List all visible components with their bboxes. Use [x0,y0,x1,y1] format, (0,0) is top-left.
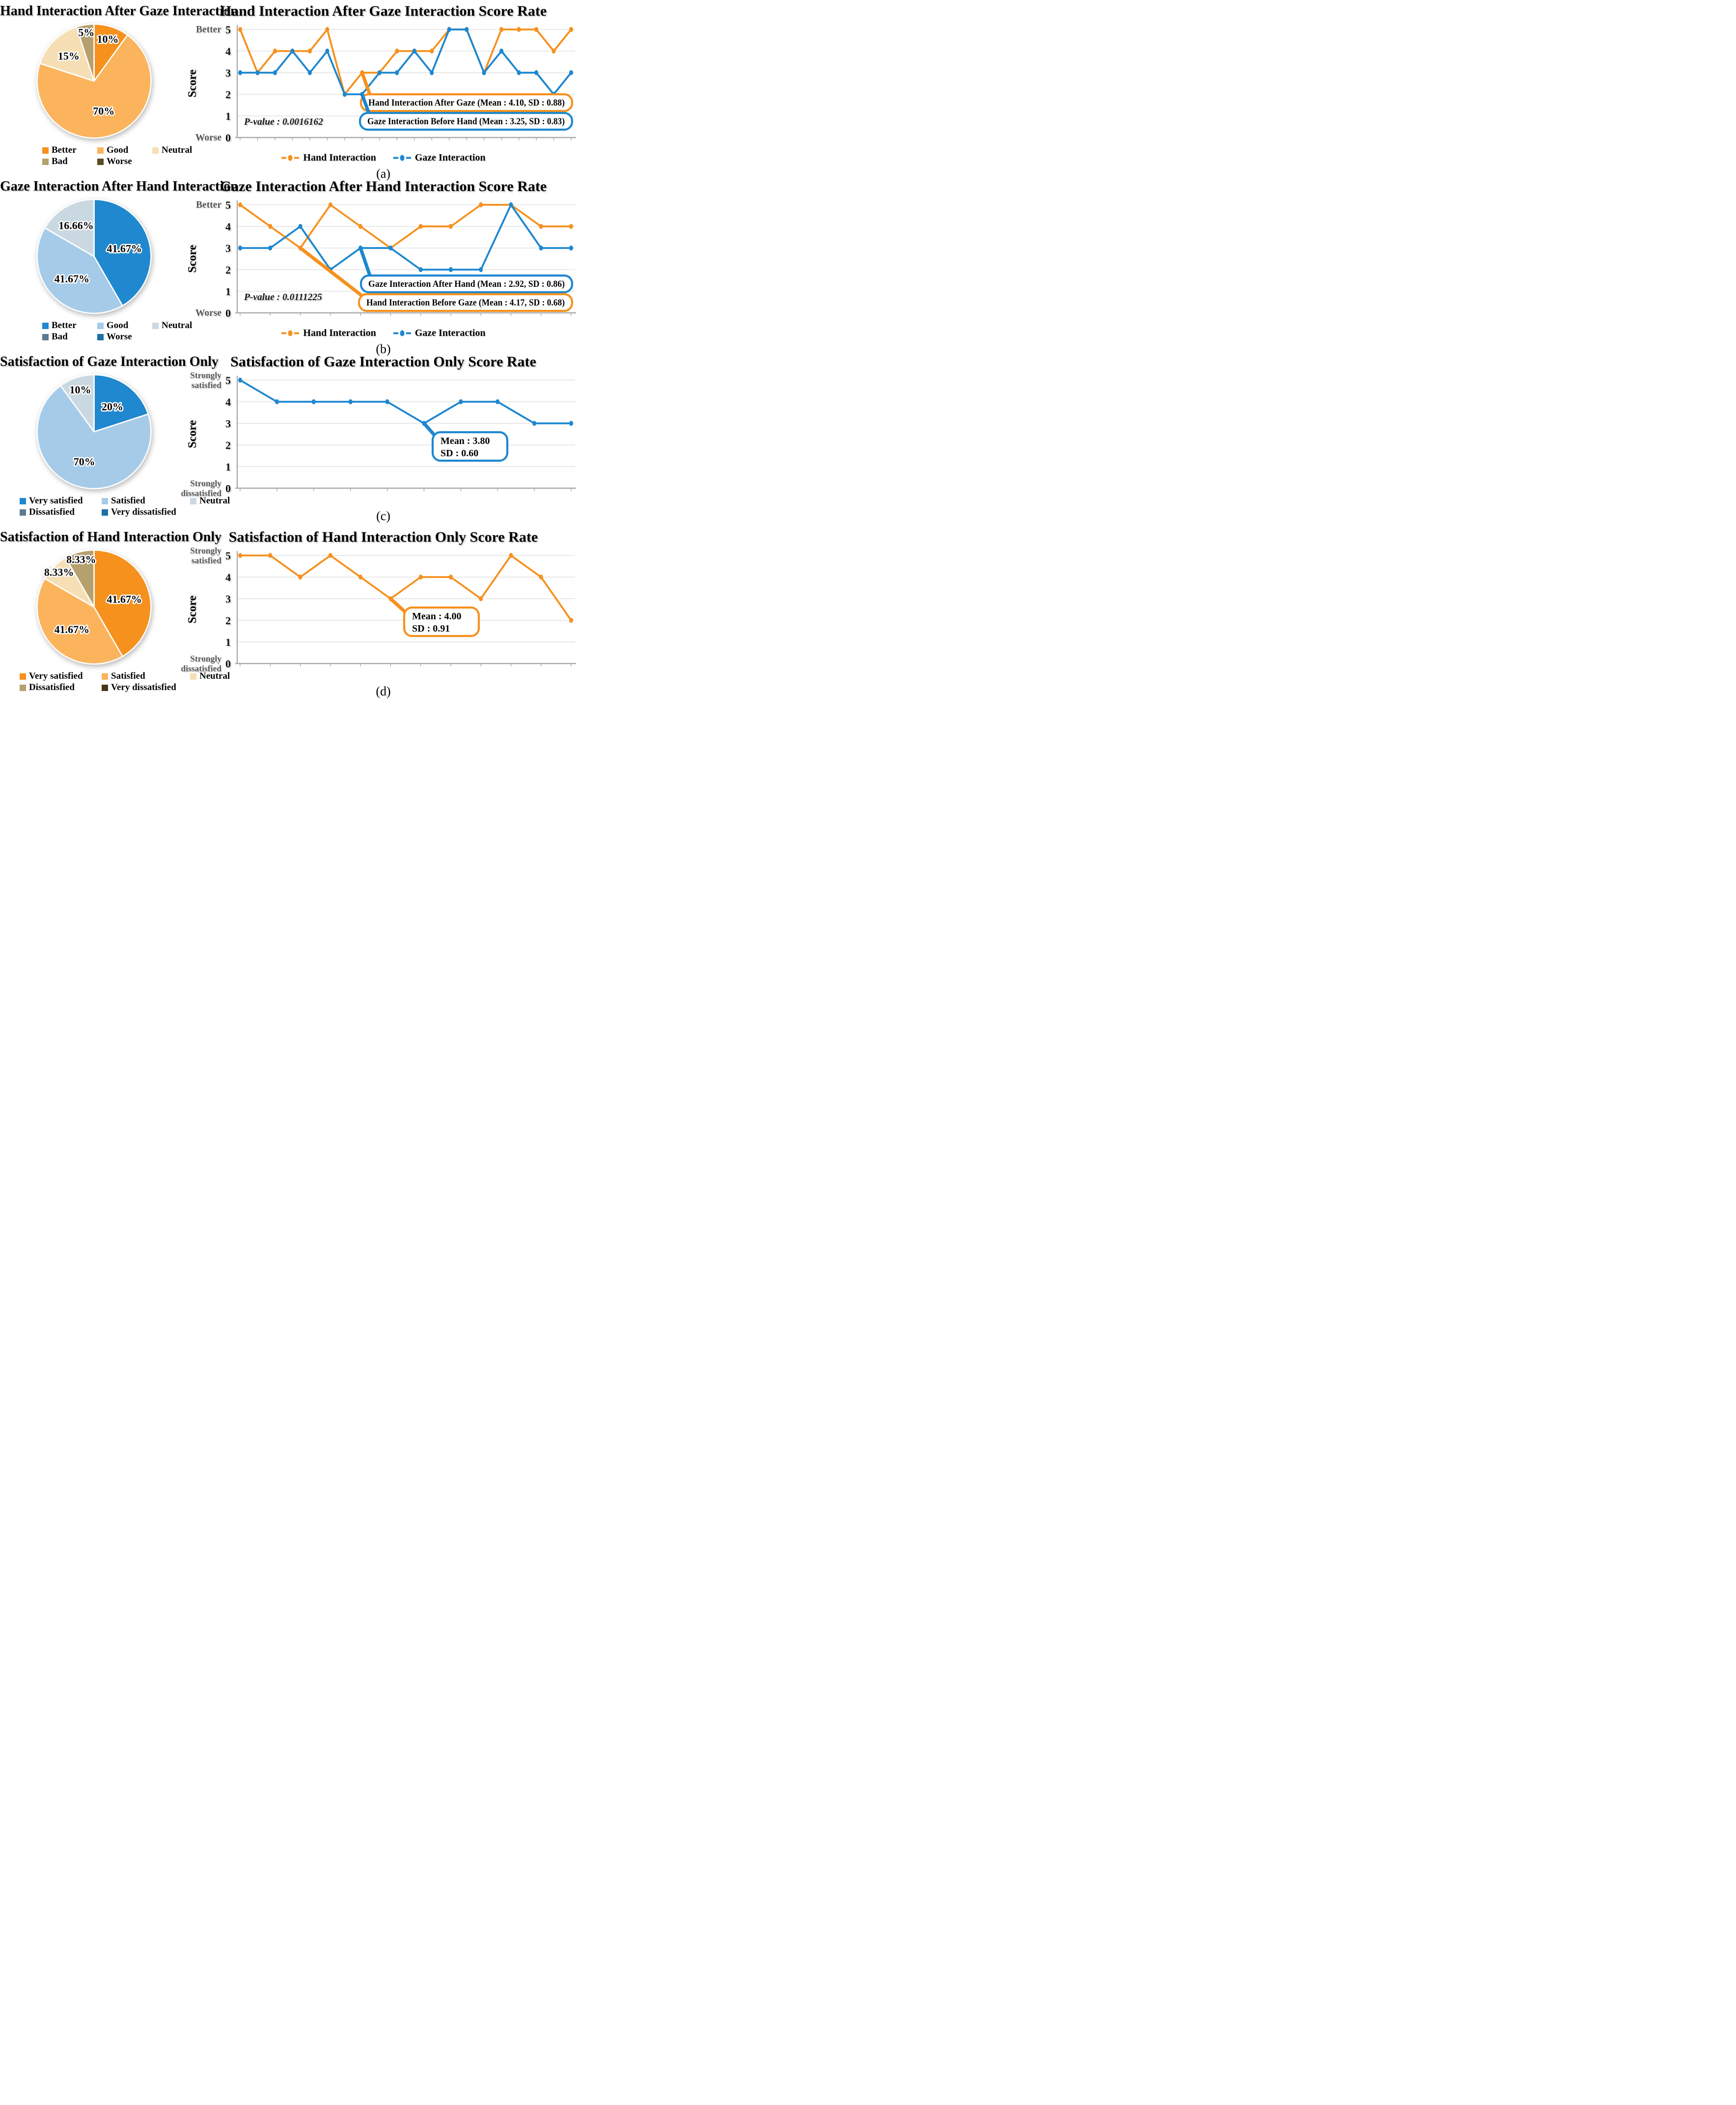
series-legend-item-hand [281,328,376,339]
legend-label: Bad [52,331,68,342]
data-point [268,246,272,250]
sublabel-d: (d) [376,684,391,698]
legend-swatch [97,334,104,340]
data-point [325,27,329,32]
data-point [449,267,453,272]
callout-text: SD : 0.60 [441,448,479,459]
pie-legend-d [20,671,230,693]
data-point [268,553,272,558]
pie-chart-b [0,195,188,319]
pie-value-label: 5% [78,26,95,39]
data-point [569,618,573,623]
data-point [496,399,499,404]
line-title-c: Satisfaction of Gaze Interaction Only Score Rate [230,354,536,370]
legend-swatch [97,147,104,154]
y-tick-label: 3 [225,593,231,605]
legend-item-very-dissatisfied [102,507,190,518]
line-title-a: Hand Interaction After Gaze Interaction Score Rate [220,3,547,19]
pie-legend-b [42,320,193,343]
y-tick-label: 0 [225,482,231,495]
data-point [395,49,399,54]
y-tick-label: 0 [225,658,231,670]
y-axis-word: Worse [195,308,221,318]
row-b [0,175,579,356]
series-legend-item-gaze [393,152,486,164]
data-point [419,267,423,272]
line-chart-d [181,546,579,677]
pie-value-label: 8.33% [66,553,96,566]
data-point [569,70,573,75]
legend-swatch [102,685,108,691]
series-legend-label: Gaze Interaction [414,152,486,163]
line-chart-c [181,370,579,502]
y-tick-label: 4 [225,221,231,233]
legend-label: Worse [107,331,132,342]
sublabel-b: (b) [376,342,391,356]
line-chart-b [188,195,579,327]
legend-item-better [42,145,97,156]
y-tick-label: 3 [225,242,231,254]
data-point [290,49,294,54]
legend-label: Very satisfied [29,671,83,681]
series-marker-icon [393,155,412,161]
pie-title-a: Hand Interaction After Gaze Interaction [0,3,238,19]
pie-value-label: 15% [57,50,80,62]
y-tick-label: 2 [225,264,231,276]
y-tick-label: 1 [225,285,231,298]
legend-label: Worse [107,156,132,166]
data-point [479,596,483,601]
y-tick-label: 5 [225,199,231,211]
data-point [517,70,521,75]
legend-swatch [20,498,26,504]
pie-value-label: 41.67% [107,242,142,255]
data-point [479,202,483,207]
legend-label: Better [52,320,77,331]
line-legend-b [188,328,579,339]
pie-title-c: Satisfaction of Gaze Interaction Only [0,354,219,369]
y-tick-label: 2 [225,439,231,451]
legend-label: Satisfied [111,671,145,681]
data-point [343,92,347,97]
series-legend-item-hand [281,152,376,164]
sublabel-c: (c) [376,509,390,523]
legend-swatch [20,685,26,691]
legend-label: Satisfied [111,496,145,506]
data-point [255,70,259,75]
pie-value-label: 70% [93,105,115,117]
legend-label: Better [52,145,77,155]
legend-item-bad [42,332,97,343]
y-tick-label: 0 [225,132,231,144]
y-tick-label: 1 [225,461,231,473]
row-a [0,0,579,181]
data-point [482,70,486,75]
y-tick-label: 2 [225,88,231,101]
y-tick-label: 0 [225,307,231,319]
data-point [517,27,521,32]
y-tick-label: 3 [225,417,231,430]
y-tick-label: 3 [225,67,231,79]
data-point [312,399,316,404]
legend-swatch [102,509,108,516]
y-axis-word: dissatisfied [181,488,221,498]
legend-swatch [20,673,26,680]
callout-text: Gaze Interaction After Hand (Mean : 2.92, SD : 0.86) [368,279,565,289]
data-point [238,246,242,250]
line-legend-a [188,152,579,164]
data-point [419,224,423,229]
legend-swatch [152,323,159,329]
series-marker-icon [393,330,412,336]
pie-value-label: 41.67% [54,273,90,285]
y-axis-title: Score [186,69,199,98]
legend-label: Good [107,320,129,331]
line-panel-a [186,0,579,181]
line-title-b: Gaze Interaction After Hand Interaction Score Rate [220,178,547,194]
pie-value-label: 16.66% [58,219,94,232]
data-point [308,70,312,75]
data-point [552,49,556,54]
pie-legend-c [20,496,230,518]
data-point [273,49,277,54]
pie-value-label: 70% [73,455,95,468]
legend-label: Neutral [162,320,193,331]
y-axis-word: satisfied [191,380,221,390]
legend-item-worse [97,332,152,343]
data-point [378,70,382,75]
y-tick-label: 1 [225,636,231,648]
row-d [0,526,579,701]
legend-item-very-satisfied [20,671,102,682]
y-axis-word: satisfied [191,555,221,565]
data-point [238,70,242,75]
callout-text: Gaze Interaction Before Hand (Mean : 3.25, SD : 0.83) [367,116,565,127]
y-tick-label: 2 [225,614,231,627]
legend-item-satisfied [102,671,190,682]
data-point [509,553,513,558]
legend-label: Dissatisfied [29,506,75,517]
legend-item-dissatisfied [20,507,102,518]
legend-label: Very satisfied [29,496,83,506]
legend-label: Neutral [199,671,230,681]
y-axis-word: Better [196,200,221,210]
pie-chart-d [0,546,188,670]
y-axis-word: Better [196,25,221,35]
data-point [569,27,573,32]
data-point [539,575,543,580]
legend-label: Good [107,145,129,155]
callout-text: SD : 0.91 [412,623,450,634]
y-tick-label: 5 [225,24,231,36]
data-point [534,27,538,32]
legend-item-dissatisfied [20,682,102,693]
legend-swatch [102,498,108,504]
legend-item-good [97,145,152,156]
pie-value-label: 10% [69,383,91,396]
pie-chart-a [0,20,188,144]
series-line-1 [240,29,571,94]
y-axis-word: Strongly [190,546,221,555]
legend-label: Neutral [199,496,230,506]
series-marker-icon [281,155,300,161]
y-tick-label: 4 [225,396,231,408]
legend-label: Dissatisfied [29,682,75,692]
data-point [299,575,303,580]
line-chart-a [188,20,579,151]
data-point [273,70,277,75]
callout-text: Mean : 4.00 [412,611,462,622]
pie-value-label: 41.67% [54,623,90,636]
sublabel-a: (a) [376,166,390,181]
data-point [430,49,434,54]
data-point [499,27,503,32]
data-point [479,267,483,272]
data-point [329,202,332,207]
data-point [465,27,468,32]
pie-value-label: 41.67% [107,593,142,606]
row-c [0,351,579,526]
data-point [419,575,423,580]
data-point [308,49,312,54]
data-point [238,553,242,558]
data-point [569,246,573,250]
y-axis-word: Strongly [190,478,221,488]
y-tick-label: 5 [225,550,231,562]
series-legend-label: Hand Interaction [303,152,376,163]
series-legend-label: Hand Interaction [303,328,376,338]
data-point [238,378,242,383]
data-point [388,246,392,250]
data-point [430,70,434,75]
data-point [413,49,416,54]
data-point [539,246,543,250]
legend-swatch [20,509,26,516]
data-point [459,399,463,404]
data-point [329,553,332,558]
data-point [532,421,536,426]
pie-title-d: Satisfaction of Hand Interaction Only [0,529,222,545]
pie-title-b: Gaze Interaction After Hand Interaction [0,179,238,194]
legend-item-better [42,320,97,332]
legend-item-very-dissatisfied [102,682,190,693]
pie-value-label: 8.33% [44,566,74,579]
legend-swatch [42,147,49,154]
data-point [509,202,513,207]
y-axis-word: dissatisfied [181,664,221,673]
callout-text: Hand Interaction Before Gaze (Mean : 4.17, SD : 0.68) [366,298,565,308]
data-point [299,224,303,229]
y-axis-word: Worse [195,133,221,143]
y-tick-label: 4 [225,571,231,583]
data-point [395,70,399,75]
legend-swatch [152,147,159,154]
data-point [534,70,538,75]
p-value-label: P-value : 0.0111225 [244,292,322,303]
callout-text: Hand Interaction After Gaze (Mean : 4.10, SD : 0.88) [368,98,565,108]
y-tick-label: 1 [225,110,231,122]
y-tick-label: 4 [225,45,231,57]
legend-swatch [42,334,49,340]
pie-value-label: 10% [97,32,119,45]
data-point [386,399,389,404]
y-axis-word: Strongly [190,654,221,664]
legend-label: Very dissatisfied [111,682,176,692]
data-point [358,224,362,229]
y-axis-word: Strongly [190,370,221,380]
data-point [447,27,451,32]
series-legend-item-gaze [393,328,486,339]
data-point [325,49,329,54]
data-point [449,224,453,229]
legend-item-bad [42,156,97,167]
data-point [238,27,242,32]
legend-item-very-satisfied [20,496,102,507]
legend-label: Neutral [162,145,193,155]
legend-swatch [102,673,108,680]
y-tick-label: 5 [225,374,231,387]
legend-label: Bad [52,156,68,166]
series-legend-label: Gaze Interaction [414,328,486,338]
data-point [499,49,503,54]
line-panel-c [181,351,579,526]
pie-legend-a [42,145,193,167]
data-point [275,399,279,404]
data-point [449,575,453,580]
data-point [539,224,543,229]
data-point [238,202,242,207]
data-point [349,399,353,404]
data-point [268,224,272,229]
legend-item-worse [97,156,152,167]
callout-text: Mean : 3.80 [441,436,490,446]
legend-swatch [42,159,49,165]
line-title-d: Satisfaction of Hand Interaction Only Score Rate [228,529,538,545]
legend-swatch [97,159,104,165]
data-point [569,421,573,426]
legend-label: Very dissatisfied [111,506,176,517]
data-point [569,224,573,229]
data-point [358,575,362,580]
line-panel-b [186,175,579,356]
legend-item-satisfied [102,496,190,507]
y-axis-title: Score [186,245,199,273]
line-panel-d [181,526,579,701]
y-axis-title: Score [186,420,199,448]
figure [0,0,579,701]
y-axis-title: Score [186,595,199,624]
legend-swatch [42,323,49,329]
pie-value-label: 20% [102,400,124,413]
legend-item-good [97,320,152,332]
legend-swatch [97,323,104,329]
pie-chart-c [0,371,188,495]
series-marker-icon [281,330,300,336]
p-value-label: P-value : 0.0016162 [244,117,323,127]
